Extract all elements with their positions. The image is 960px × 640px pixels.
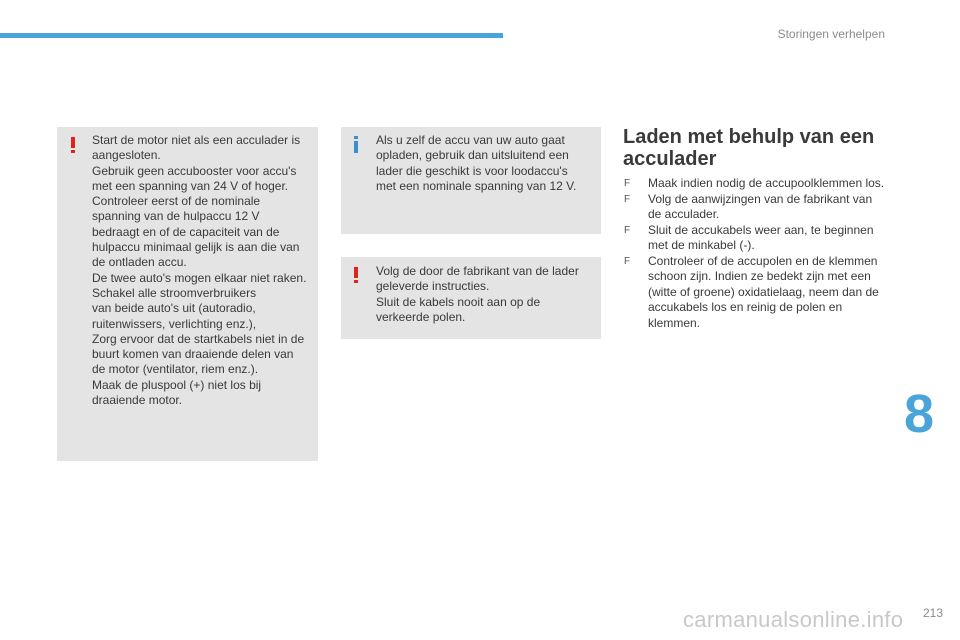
text-line: Gebruik geen accubooster voor accu's bbox=[92, 163, 297, 178]
chapter-number: 8 bbox=[904, 384, 935, 444]
text-line: Schakel alle stroomverbruikers bbox=[92, 285, 257, 300]
chapter-color-bar bbox=[0, 33, 503, 38]
text-line: Sluit de kabels nooit aan op de bbox=[376, 294, 541, 309]
text-line: opladen, gebruik dan uitsluitend een bbox=[376, 148, 569, 163]
text-line: verkeerde polen. bbox=[376, 309, 466, 324]
text-line: Als u zelf de accu van uw auto gaat bbox=[376, 133, 565, 147]
text-line: buurt komen van draaiende delen van bbox=[92, 347, 294, 362]
text-line: van beide auto's uit (autoradio, bbox=[92, 301, 256, 316]
text-line: bedraagt en of de capaciteit van de bbox=[92, 224, 280, 239]
text-line: aangesloten. bbox=[92, 148, 161, 163]
warning-exclamation-icon bbox=[353, 267, 359, 283]
step-text: Maak indien nodig de accupoolklemmen los. bbox=[648, 176, 885, 190]
text-line: draaiende motor. bbox=[92, 393, 183, 408]
list-item bbox=[623, 176, 888, 192]
warning-box-left-text bbox=[92, 133, 318, 408]
text-line: Volg de door de fabrikant van de lader bbox=[376, 264, 579, 278]
text-line: geleverde instructies. bbox=[376, 279, 490, 294]
text-line: de ontladen accu. bbox=[92, 255, 187, 270]
text-line: met een spanning van 24 V of hoger. bbox=[92, 178, 289, 193]
list-item bbox=[623, 223, 888, 254]
text-line: spanning van de hulpaccu 12 V bbox=[92, 209, 260, 224]
section-heading: Laden met behulp van een acculader bbox=[623, 126, 875, 170]
chapter-title: Storingen verhelpen bbox=[777, 27, 885, 41]
list-item bbox=[623, 254, 888, 332]
warning-box-middle-text bbox=[376, 264, 598, 325]
text-line: lader die geschikt is voor loodaccu's bbox=[376, 163, 568, 178]
watermark: carmanualsonline.info bbox=[683, 607, 904, 632]
warning-exclamation-icon bbox=[70, 137, 76, 153]
step-text: Volg de aanwijzingen van de fabrikant van de acculader. bbox=[648, 191, 873, 221]
text-line: De twee auto's mogen elkaar niet raken. bbox=[92, 270, 307, 285]
text-line: Maak de pluspool (+) niet los bij bbox=[92, 377, 262, 392]
info-box-text bbox=[376, 133, 598, 194]
checkbox-bullet-icon: F bbox=[624, 193, 631, 205]
text-line: de motor (ventilator, riem enz.). bbox=[92, 362, 259, 377]
step-text: Sluit de accukabels weer aan, te beginnen met de minkabel (-). bbox=[648, 222, 874, 252]
text-line: Start de motor niet als een acculader is bbox=[92, 133, 301, 147]
step-list bbox=[623, 176, 888, 331]
text-line: Zorg ervoor dat de startkabels niet in de bbox=[92, 331, 305, 346]
checkbox-bullet-icon: F bbox=[624, 255, 631, 267]
text-line: ruitenwissers, verlichting enz.), bbox=[92, 316, 257, 331]
checkbox-bullet-icon: F bbox=[624, 224, 631, 236]
text-line: hulpaccu minimaal gelijk is aan die van bbox=[92, 240, 300, 255]
info-icon bbox=[353, 136, 359, 153]
page-number: 213 bbox=[922, 606, 943, 620]
text-line: met een nominale spanning van 12 V. bbox=[376, 178, 577, 193]
step-text: Controleer of de accupolen en de klemmen schoon zijn. Indien ze bedekt zijn met een (witte of groene) oxidatielaag, neem dan de accukabels los en reinig de polen en klemmen. bbox=[648, 253, 879, 330]
checkbox-bullet-icon: F bbox=[624, 178, 631, 189]
list-item bbox=[623, 192, 888, 223]
text-line: Controleer eerst of de nominale bbox=[92, 194, 261, 209]
